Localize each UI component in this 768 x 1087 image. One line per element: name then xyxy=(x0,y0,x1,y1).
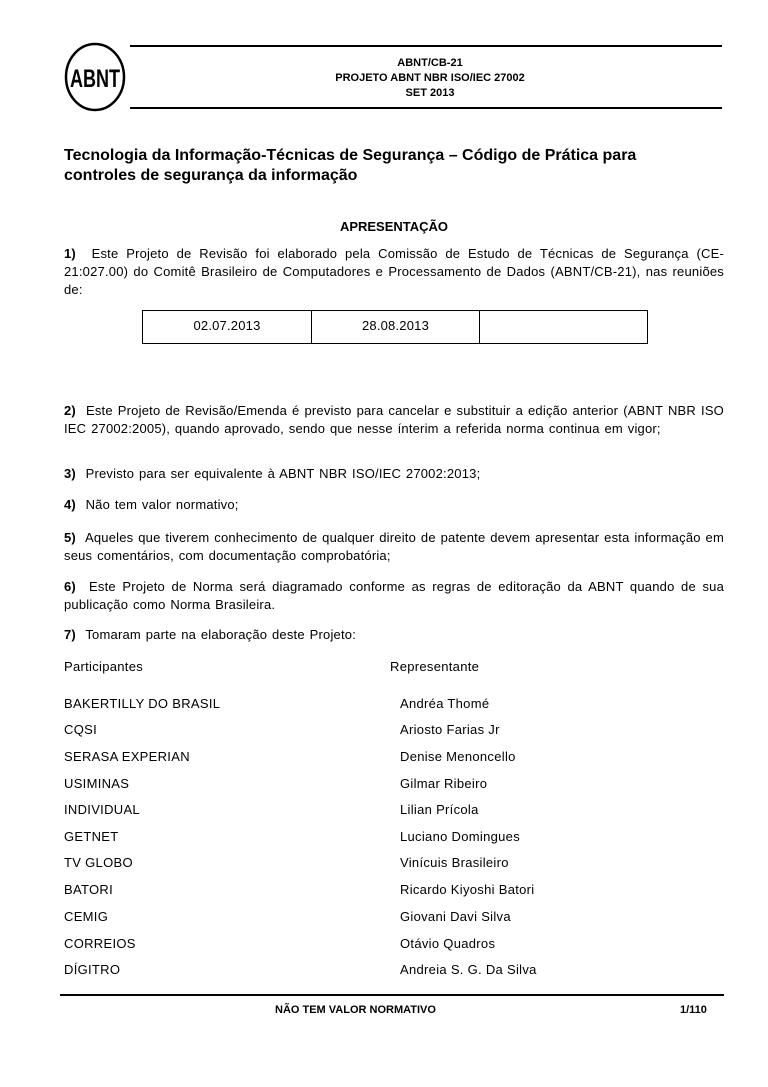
item-2-text: Este Projeto de Revisão/Emenda é previsto para cancelar e substituir a edição anterior (ABNT NBR ISO IEC 27002:2005), quando aprovado, sendo que nesse ínterim a referida norma continua em vigor; xyxy=(64,403,724,436)
participant-org: BATORI xyxy=(64,882,113,897)
header-project: PROJETO ABNT NBR ISO/IEC 27002 xyxy=(335,72,525,84)
participant-rep: Otávio Quadros xyxy=(400,936,496,951)
item-5-text: Aqueles que tiverem conhecimento de qualquer direito de patente devem apresentar esta informação em seus comentários, com documentação comprobatória; xyxy=(64,530,724,563)
participant-org: BAKERTILLY DO BRASIL xyxy=(64,696,221,711)
participant-org: SERASA EXPERIAN xyxy=(64,749,190,764)
item-7-text: Tomaram parte na elaboração deste Projeto: xyxy=(85,627,357,642)
participant-org: CEMIG xyxy=(64,909,109,924)
section-heading: APRESENTAÇÃO xyxy=(339,219,449,234)
participants-header xyxy=(64,659,724,679)
table-row xyxy=(64,829,724,849)
participant-rep: Ariosto Farias Jr xyxy=(400,722,500,737)
participant-rep: Gilmar Ribeiro xyxy=(400,776,488,791)
item-3-number: 3) xyxy=(64,466,76,481)
meeting-date-3 xyxy=(480,311,647,343)
item-3-text: Previsto para ser equivalente à ABNT NBR ISO/IEC 27002:2013; xyxy=(85,466,481,481)
item-7-number: 7) xyxy=(64,627,76,642)
participant-rep: Andreia S. G. Da Silva xyxy=(400,962,537,977)
logo-text: ABNT xyxy=(70,65,120,93)
document-title xyxy=(64,146,724,186)
participant-org: USIMINAS xyxy=(64,776,130,791)
header-committee: ABNT/CB-21 xyxy=(397,57,463,69)
table-row xyxy=(64,855,724,875)
participant-org: CQSI xyxy=(64,722,97,737)
title-line-1: Tecnologia da Informação-Técnicas de Segurança – Código de Prática para xyxy=(64,147,637,164)
table-row xyxy=(64,749,724,769)
header-rule-top xyxy=(130,45,722,47)
table-row xyxy=(64,802,724,822)
meeting-date-1: 02.07.2013 xyxy=(143,311,312,343)
participant-org: GETNET xyxy=(64,829,119,844)
item-5 xyxy=(64,529,724,565)
item-2-number: 2) xyxy=(64,403,76,418)
item-2 xyxy=(64,402,724,438)
item-1-text: Este Projeto de Revisão foi elaborado pela Comissão de Estudo de Técnicas de Segurança (CE-21:027.00) do Comitê Brasileiro de Computadores e Processamento de Dados (ABNT/CB-21), nas reuniões de: xyxy=(64,246,724,297)
item-7 xyxy=(64,626,724,644)
participant-rep: Luciano Domingues xyxy=(400,829,521,844)
participant-rep: Vinícuis Brasileiro xyxy=(400,855,509,870)
col-representative: Representante xyxy=(390,659,480,674)
item-4-text: Não tem valor normativo; xyxy=(85,497,239,512)
footer-rule xyxy=(60,994,724,996)
col-participants: Participantes xyxy=(64,659,144,674)
participant-rep: Andréa Thomé xyxy=(400,696,490,711)
participant-org: DÍGITRO xyxy=(64,962,121,977)
abnt-logo xyxy=(64,42,126,112)
participant-rep: Lilian Prícola xyxy=(400,802,479,817)
table-row xyxy=(64,962,724,982)
item-1 xyxy=(64,245,724,299)
item-5-number: 5) xyxy=(64,530,76,545)
table-row xyxy=(64,722,724,742)
item-1-number: 1) xyxy=(64,246,76,261)
footer-notice: NÃO TEM VALOR NORMATIVO xyxy=(275,1004,436,1016)
participant-org: INDIVIDUAL xyxy=(64,802,140,817)
item-6-text: Este Projeto de Norma será diagramado conforme as regras de editoração da ABNT quando de sua publicação como Norma Brasileira. xyxy=(64,579,725,612)
table-row xyxy=(64,909,724,929)
item-6 xyxy=(64,578,724,614)
table-row xyxy=(64,776,724,796)
table-row xyxy=(64,696,724,716)
table-row xyxy=(64,882,724,902)
header-date: SET 2013 xyxy=(405,87,455,99)
participant-org: TV GLOBO xyxy=(64,855,133,870)
item-3 xyxy=(64,465,724,483)
page-number: 1/110 xyxy=(680,1004,707,1016)
item-6-number: 6) xyxy=(64,579,76,594)
item-4-number: 4) xyxy=(64,497,76,512)
header-rule-bottom xyxy=(130,107,722,109)
participant-rep: Giovani Davi Silva xyxy=(400,909,511,924)
participant-rep: Ricardo Kiyoshi Batori xyxy=(400,882,535,897)
table-row xyxy=(64,936,724,956)
meeting-dates-table xyxy=(142,310,648,344)
meeting-date-2: 28.08.2013 xyxy=(312,311,480,343)
participant-rep: Denise Menoncello xyxy=(400,749,516,764)
item-4 xyxy=(64,496,724,514)
participant-org: CORREIOS xyxy=(64,936,136,951)
title-line-2: controles de segurança da informação xyxy=(64,167,358,184)
